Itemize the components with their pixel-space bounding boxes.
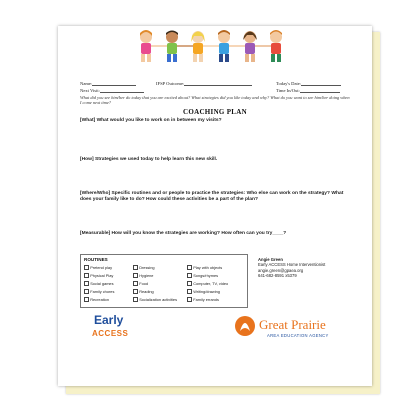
- routine-checkbox[interactable]: Socialization activities: [133, 297, 177, 302]
- svg-text:Early: Early: [94, 313, 124, 327]
- svg-text:AREA EDUCATION AGENCY: AREA EDUCATION AGENCY: [267, 333, 329, 338]
- name-field[interactable]: Name:: [80, 81, 136, 86]
- routine-checkbox[interactable]: Family chores: [84, 289, 114, 294]
- routine-checkbox[interactable]: Songs/rhymes: [187, 273, 218, 278]
- next-visit-field[interactable]: Next Visit:: [80, 88, 144, 93]
- question-how: [How] Strategies we used today to help learn this new skill.: [80, 157, 218, 162]
- routine-checkbox[interactable]: Pretend play: [84, 265, 112, 270]
- page-title: COACHING PLAN: [183, 108, 247, 116]
- svg-text:Great Prairie: Great Prairie: [259, 317, 326, 332]
- routine-checkbox[interactable]: Dressing: [133, 265, 155, 270]
- early-access-logo: [88, 310, 148, 342]
- routine-checkbox[interactable]: Food: [133, 281, 148, 286]
- ifsp-outcome-field[interactable]: IFSP Outcome:: [156, 81, 252, 86]
- routines-heading: ROUTINES: [84, 257, 108, 262]
- routine-checkbox[interactable]: Play with objects: [187, 265, 222, 270]
- routine-checkbox[interactable]: Writing/drawing: [187, 289, 220, 294]
- fine-print: [80, 346, 360, 349]
- contact-title: Early ACCESS Home Interventionist: [258, 262, 326, 268]
- question-what: [What] What would you like to work on in between my visits?: [80, 118, 222, 123]
- contact-phone: 641-682-8591 x5379: [258, 273, 297, 279]
- routine-checkbox[interactable]: Family errands: [187, 297, 219, 302]
- routine-checkbox[interactable]: Reading: [133, 289, 154, 294]
- todays-date-field[interactable]: Today's Date:: [276, 81, 341, 86]
- contact-block: [258, 257, 325, 279]
- routine-checkbox[interactable]: Social games: [84, 281, 114, 286]
- routines-box: [80, 254, 248, 308]
- great-prairie-logo: [233, 311, 353, 341]
- routine-checkbox[interactable]: Physical Play: [84, 273, 113, 278]
- svg-text:ACCESS: ACCESS: [92, 329, 129, 338]
- routine-checkbox[interactable]: Computer, TV, video: [187, 281, 228, 286]
- contact-email: angie.green@gpaea.org: [258, 267, 304, 273]
- routine-checkbox[interactable]: Hygiene: [133, 273, 153, 278]
- question-where-who: [Where/Who] Specific routines and or people to practice the strategies: Who else can work on the strategy? What does your family like to do? How could these activities be a part of the plan?: [80, 191, 344, 203]
- intro-prompt: What did you see him/her do today that you are excited about? What strategies did you like today and why? What do you want to see him/her doing when I come next time?: [80, 95, 350, 106]
- children-illustration: [132, 28, 302, 66]
- coaching-plan-page: [58, 26, 372, 386]
- routine-checkbox[interactable]: Recreation: [84, 297, 109, 302]
- contact-name: Angie Green: [258, 257, 283, 262]
- time-in-out-field[interactable]: Time In/Out:: [276, 88, 340, 93]
- flame-icon: [235, 316, 255, 336]
- question-measurable: [Measurable] How will you know the strategies are working? How often can you try____?: [80, 231, 287, 236]
